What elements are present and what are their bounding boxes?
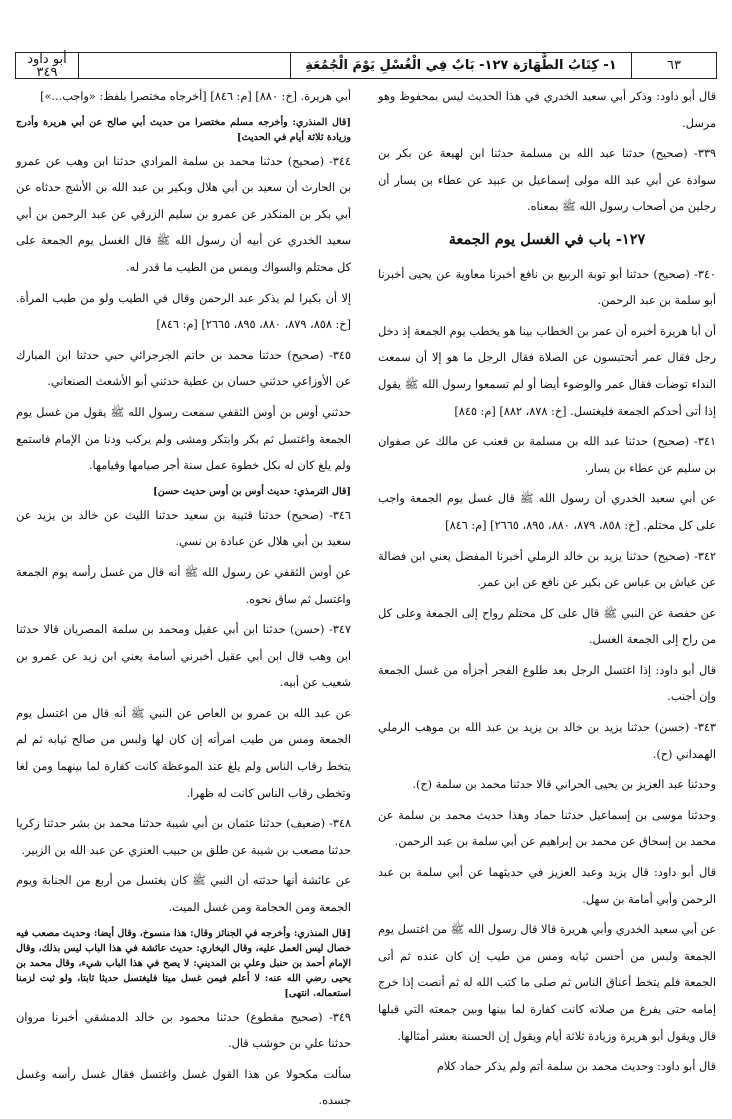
hadith-paragraph: وحدثنا عبد العزيز بن يحيى الحراني قالا حدثنا محمد بن سلمة (ح). (412, 778, 716, 792)
hadith-paragraph: ٣٤٤- (صحيح) حدثنا محمد بن سلمة المرادي حدثنا ابن وهب عن عمرو بن الحارث أن سعيد بن أبي هلال وبكير بن عبد الله بن الأشج حدثاه عن أبي بكر بن المنكدر عن عمرو بن سليم الزرقي عن عبد الرحمن بن أبي سعيد الخدري عن أبيه أن رسول الله ﷺ قال الغسل يوم الجمعة على كل محتلم والسواك ويمس من الطيب ما قدر له. (16, 154, 351, 274)
header-spacer (78, 53, 290, 78)
hadith-paragraph: ٣٤٧- (حسن) حدثنا ابن أبي عقيل ومحمد بن سلمة المصريان قالا حدثنا ابن وهب قال ابن أبي عقيل أخبرني أسامة يعني ابن زيد عن عمرو بن شعيب عن أبيه. (16, 623, 351, 690)
right-column (378, 84, 716, 1085)
running-title: ١- كِتَابُ الطَّهَارَة ١٢٧- بَابٌ فِي الْغُسْلِ يَوْمَ الْجُمُعَةِ (290, 53, 631, 78)
hadith-paragraph: ٣٤٠- (صحيح) حدثنا أبو توبة الربيع بن نافع أخبرنا معاوية عن يحيى أخبرنا أبو سلمة بن عبد الرحمن. (378, 267, 716, 308)
source-badge-book: أبو داود (27, 51, 67, 67)
hadith-paragraph: عن أبي سعيد الخدري أن رسول الله ﷺ قال غسل يوم الجمعة واجب على كل محتلم. [خ: ٨٥٨، ٨٧٩، ٨٨٠، ٨٩٥، ٢٦٦٥] [م: ٨٤٦] (378, 492, 716, 532)
hadith-paragraph: عن عائشة أنها حدثته أن النبي ﷺ كان يغتسل من أربع من الجنابة ويوم الجمعة ومن الحجامة ومن غسل الميت. (16, 874, 351, 915)
hadith-paragraph: سألت مكحولا عن هذا القول غسل واغتسل فقال غسل رأسه وغسل جسده. (16, 1067, 351, 1108)
hadith-paragraph: ٣٤٩- (صحيح مقطوع) حدثنا محمود بن خالد الدمشقي أخبرنا مروان حدثنا علي بن حوشب قال. (16, 1010, 351, 1051)
hadith-paragraph: قال أبو داود: قال يزيد وعبد العزيز في حديثهما عن أبي سلمة بن عبد الرحمن وأبي أمامة بن سهل. (378, 866, 716, 906)
hadith-paragraph: أبي هريرة. [خ: ٨٨٠] [م: ٨٤٦] [أخرجاه مختصرا بلفظ: «واجب...»] (40, 90, 351, 103)
page-header (15, 52, 717, 79)
hadith-paragraph: ٣٤٣- (حسن) حدثنا يزيد بن خالد بن يزيد بن عبد الله بن موهب الرملي الهمداني (ح). (378, 721, 716, 761)
hadith-paragraph: عن أوس الثقفي عن رسول الله ﷺ أنه قال من غسل رأسه يوم الجمعة واغتسل ثم ساق نحوه. (16, 565, 351, 606)
hadith-paragraph: ٣٤٢- (صحيح) حدثنا يزيد بن خالد الرملي أخبرنا المفضل يعني ابن فضالة عن عياش بن عباس عن بكير عن نافع عن ابن عمر. (378, 549, 716, 590)
footnote: [قال المنذري: وأخرجه في الجنائز وقال: هذا منسوخ، وقال أيضا: وحديث مصعب فيه خصال ليس العمل عليه، وقال البخاري: حديث عائشة في هذا الباب ليس بذلك، وقال الإمام أحمد بن حنبل وعلي بن المديني: لا يصح في هذا الباب شيء، وقال محمد بن يحيى رضي الله عنه: لا أعلم فيمن غسل ميتا فليغتسل حديثا ثابتا، ولو ثبت لزمنا استعماله. انتهى] (16, 927, 351, 999)
page-number: ٦٣ (631, 53, 716, 78)
hadith-paragraph: عن حفصة عن النبي ﷺ قال على كل محتلم رواح إلى الجمعة وعلى كل من راح إلى الجمعة الغسل. (378, 606, 716, 647)
source-badge (16, 53, 78, 78)
hadith-paragraph: ٣٤٥- (صحيح) حدثنا محمد بن حاتم الجرجرائي حبي حدثنا ابن المبارك عن الأوزاعي حدثني حسان بن عطية حدثني أبو الأشعث الصنعاني. (16, 348, 351, 389)
footnote: [قال الترمذي: حديث أوس بن أوس حديث حسن] (153, 485, 351, 497)
source-badge-number: ٣٤٩ (36, 64, 58, 80)
hadith-paragraph: ٣٤٨- (ضعيف) حدثنا عثمان بن أبي شيبة حدثنا محمد بن بشر حدثنا زكريا حدثنا مصعب بن شيبة عن طلق بن حبيب العنزي عن عبد الله بن الزبير. (16, 817, 351, 857)
footnote: [قال المنذري: وأخرجه مسلم مختصرا من حديث أبي صالح عن أبي هريرة وأدرج وزيادة ثلاثة أيام في الحديث] (16, 116, 351, 143)
hadith-paragraph: إلا أن بكيرا لم يذكر عبد الرحمن وقال في الطيب ولو من طيب المرأة. [خ: ٨٥٨، ٨٧٩، ٨٨٠، ٨٩٥، ٢٦٦٥] [م: ٨٤٦] (16, 291, 351, 332)
hadith-paragraph: قال أبو داود: وذكر أبي سعيد الخدري في هذا الحديث ليس بمحفوظ وهو مرسل. (378, 90, 716, 130)
hadith-paragraph: عن عبد الله بن عمرو بن العاص عن النبي ﷺ أنه قال من اغتسل يوم الجمعة ومس من طيب امرأته إن كان لها ولبس من صالح ثيابه ثم لم يتخط رقاب الناس ولم يلغ عند الموعظة كانت كفارة لما بينهما ومن لغا وتخطى رقاب الناس كانت له ظهرا. (16, 706, 351, 800)
hadith-paragraph: حدثني أوس بن أوس الثقفي سمعت رسول الله ﷺ يقول من غسل يوم الجمعة واغتسل ثم بكر وابتكر ومشى ولم يركب ودنا من الإمام فاستمع ولم يلغ كان له بكل خطوة عمل سنة أجر صيامها وقيامها. (16, 405, 351, 473)
chapter-heading: ١٢٧- باب في الغسل يوم الجمعة (448, 230, 646, 248)
left-column (16, 84, 351, 1119)
hadith-paragraph: ٣٤١- (صحيح) حدثنا عبد الله بن مسلمة بن قعنب عن مالك عن صفوان بن سليم عن عطاء بن يسار. (378, 435, 716, 475)
hadith-paragraph: ٣٣٩- (صحيح) حدثنا عبد الله بن مسلمة حدثنا ابن لهيعة عن بكر بن سوادة عن أبي عبد الله مولى إسماعيل بن عبيد عن عطاء بن يسار أن رجلين من أصحاب رسول الله ﷺ بمعناه. (378, 147, 716, 214)
hadith-paragraph: أن أبا هريرة أخبره أن عمر بن الخطاب بينا هو يخطب يوم الجمعة إذ دخل رجل فقال عمر أتحتبسون عن الصلاة فقال الرجل ما هو إلا أن سمعت النداء توضأت فقال عمر والوضوء أيضا أو لم تسمعوا رسول الله ﷺ يقول إذا أتى أحدكم الجمعة فليغتسل. [خ: ٨٧٨، ٨٨٢] [م: ٨٤٥] (378, 324, 716, 418)
hadith-paragraph: عن أبي سعيد الخدري وأبي هريرة قالا قال رسول الله ﷺ من اغتسل يوم الجمعة ولبس من أحسن ثيابه ومس من طيب إن كان عنده ثم أتى الجمعة فلم يتخط أعناق الناس ثم صلى ما كتب الله له ثم أنصت إذا خرج إمامه حتى يفرغ من صلاته كانت كفارة لما بينها وبين جمعته التي قبلها قال ويقول أبو هريرة وزيادة ثلاثة أيام ويقول إن الحسنة بعشر أمثالها. (378, 923, 716, 1043)
hadith-paragraph: ٣٤٦- (صحيح) حدثنا قتيبة بن سعيد حدثنا الليث عن خالد بن يزيد عن سعيد بن أبي هلال عن عبادة بن نسي. (16, 508, 351, 549)
hadith-paragraph: قال أبو داود: إذا اغتسل الرجل بعد طلوع الفجر أجزأه من غسل الجمعة وإن أجنب. (378, 663, 716, 704)
hadith-paragraph: قال أبو داود: وحديث محمد بن سلمة أتم ولم يذكر حماد كلام (436, 1060, 716, 1074)
hadith-paragraph: وحدثنا موسى بن إسماعيل حدثنا حماد وهذا حديث محمد بن سلمة عن محمد بن إسحاق عن محمد بن إبراهيم عن أبي سلمة بن عبد الرحمن. (378, 808, 716, 849)
